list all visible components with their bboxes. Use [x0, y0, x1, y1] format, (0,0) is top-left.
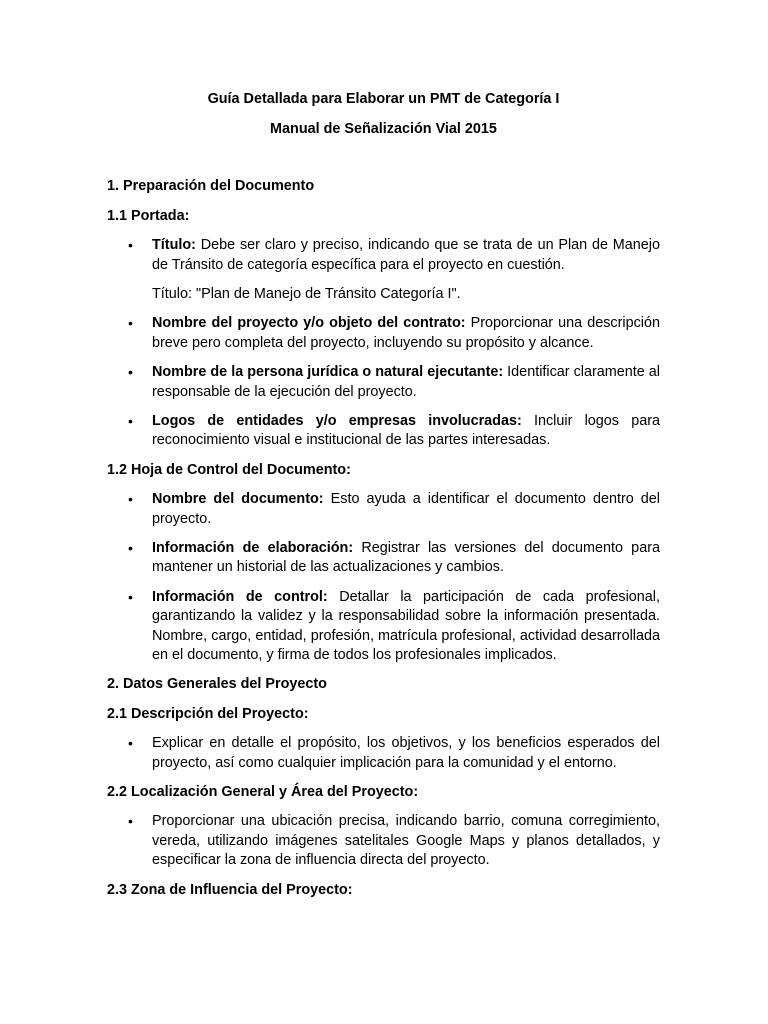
item-label: Título:	[152, 237, 196, 254]
section-2-heading: 2. Datos Generales del Proyecto	[107, 676, 327, 693]
item-label: Información de control:	[152, 588, 328, 605]
section-2-1-heading: 2.1 Descripción del Proyecto:	[107, 705, 309, 722]
localizacion-list	[107, 812, 660, 870]
item-label: Logos de entidades y/o empresas involucradas:	[152, 412, 522, 429]
section-2-2-heading: 2.2 Localización General y Área del Proyecto:	[107, 784, 419, 801]
list-item	[107, 588, 660, 666]
section-1-2-heading: 1.2 Hoja de Control del Documento:	[107, 461, 351, 478]
descripcion-list	[107, 734, 660, 773]
list-item	[107, 412, 660, 451]
item-label: Nombre de la persona jurídica o natural ejecutante:	[152, 364, 504, 381]
control-list	[107, 490, 660, 665]
list-item	[107, 314, 660, 353]
portada-list-cont	[107, 314, 660, 450]
item-text: Detallar la participación de cada profesional, garantizando la validez y la responsabilidad sobre la información presentada. Nombre, cargo, entidad, profesión, matrícula profesional, actividad desarrollada en el documento, y firma de todos los profesionales implicados.	[152, 588, 660, 664]
item-text: Esto ayuda a identificar el documento dentro del proyecto.	[152, 491, 661, 527]
list-item: • Explicar en detalle el propósito, los objetivos, y los beneficios esperados del proyecto, así como cualquier implicación para la comunidad y el entorno.	[107, 734, 660, 773]
list-item	[107, 363, 660, 402]
section-2-3-heading: 2.3 Zona de Influencia del Proyecto:	[107, 881, 353, 898]
list-item	[107, 539, 660, 578]
document-title: Guía Detallada para Elaborar un PMT de Categoría I	[207, 91, 560, 107]
list-item: • Proporcionar una ubicación precisa, indicando barrio, comuna corregimiento, vereda, utilizando imágenes satelitales Google Maps y planos detallados, y especificar la zona de influencia directa del proyecto.	[107, 812, 660, 870]
item-text: Identificar claramente al responsable de la ejecución del proyecto.	[152, 364, 660, 400]
document-subtitle: Manual de Señalización Vial 2015	[270, 120, 497, 137]
item-text: Incluir logos para reconocimiento visual e institucional de las partes interesadas.	[152, 412, 660, 449]
section-1-heading: 1. Preparación del Documento	[107, 178, 315, 195]
item-text: Proporcionar una descripción breve pero completa del proyecto, incluyendo su propósito y alcance.	[152, 315, 661, 351]
list-item	[107, 236, 660, 275]
portada-list	[107, 236, 660, 275]
item-label: Nombre del proyecto y/o objeto del contrato:	[152, 315, 466, 332]
title-example: Título: "Plan de Manejo de Tránsito Categoría I".	[152, 285, 461, 302]
item-label: Nombre del documento:	[152, 491, 324, 508]
item-text: Debe ser claro y preciso, indicando que se trata de un Plan de Manejo de Tránsito de categoría específica para el proyecto en cuestión.	[152, 237, 660, 273]
section-1-1-heading: 1.1 Portada:	[107, 207, 190, 224]
item-text: Registrar las versiones del documento para mantener un historial de las actualizaciones y cambios.	[152, 540, 660, 576]
item-label: Información de elaboración:	[152, 540, 354, 556]
list-item	[107, 490, 660, 529]
